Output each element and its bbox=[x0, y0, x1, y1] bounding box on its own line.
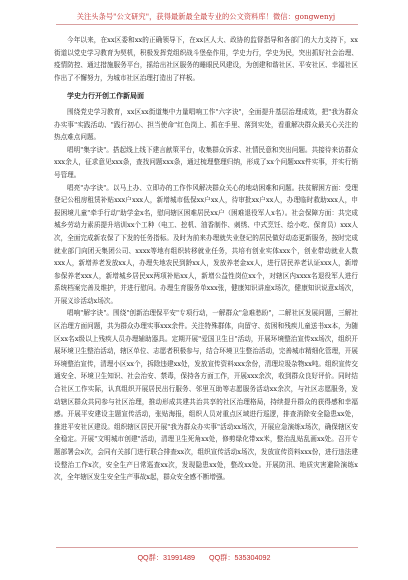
section-heading: 学史力行开创工作新局面 bbox=[67, 91, 144, 101]
footer-divider bbox=[56, 547, 358, 548]
footer-qq-group-1: QQ群：31991489 bbox=[137, 553, 195, 562]
paragraph-solve: 唱响"解字诀"。围绕"创新治理保平安"专项行动，一解群众"急难愁盼"，二解社区发展问题，三解社区治理方面问题，共为群众办理实事xxx余件。关注特殊群体，向留守、贫困和残疾儿童送书xx本，为随区xx名x级以上残疾人员办理辅助器具。定期开展"爱国卫生日"活动，开展环境整治宣传xx场次，组织开展环境卫生整治活动，辖区单位、志愿者积极参与，结合环境卫生整治活动，完善城市精细化管理，开展环境整治宣传，清理小区xx个，拆除违建xx处，发放宣传资料xxx余份，清理垃圾杂物xx吨。组织宣传交通安全、环境卫生知识、社会治安、禁毒，保持各方面工作，开展xxx余次，收到群众良好评价。同时结合社区工作实际，认真组织开展居民出行服务、邻里互助等志愿服务活动xx余次，与社区志愿服务，发动辖区群众共同参与社区治理，推动形成共建共治共享的社区治理格局，持续提升群众的获得感和幸福感。开展平安建设主题宣传活动，张贴海报，组织人员对重点区域进行巡逻，排查消除安全隐患xx处，推进平安社区建设。组织辖区居民开展"我为群众办实事"活动xx场次，开展应急演练x场次，确保辖区安全稳定。开展"文明城市创建"活动，清理卫生死角xx处，修剪绿化带xx米，整治乱贴乱画xx处。召开专题部署会x次，会同有关部门进行联合排查xx次，组织宣传活动x场次，发放宣传资料xxx份，进行违法建设整治工作x次，安全生产日常巡查xx次，发现隐患xx处，整改xx处。开展防汛、地质灾害避险演练x次，全年辖区发生安全生产事故x起，群众安全感不断增强。 bbox=[54, 309, 358, 482]
section-intro-paragraph: 围绕党史学习教育，xx区xx街道集中力量唱响工作"六字诀"，全面提升基层治理成效，把"我为群众办实事"实践活动、"践行初心、担当使命"红色岗上、抓在手里、落到实处，看重解决群众最关心关注的热点难点问题。 bbox=[54, 107, 358, 142]
document-body bbox=[54, 34, 358, 484]
paragraph-handle: 唱亮"办字诀"。以马上办、立即办的工作作风解决群众关心的地动困难和问题。扶贫解困方面：受理登记公租房租赁补贴xxx户xxx人，新增城市低保xx户xx人，待审批xx户xx人，办理临时救助xxx人，申报困境儿童"牵手行动"助学金x名，慰问辖区困难居民xx户（困难退役军人x名）。社会保障方面：共完成城乡劳动力素质提升培训xx个工种（电工、挖机、油香制作、刺绣、中式烹饪、绘小吃、保育员）xxx人次，全面完成新农保了下发的任务指标。及时为前来办理就失业登记的居民做好动态更新服务，按时完成就业部门向团天集团公司、xxxx等地有组织转移就业任务，共培有创业实体xxx个，创业带动就业人数xxx人，新增养老发放xx人，办理失地农民到龄xx人，发放养老金xx人，进行居民养老认证xxx人，新增参保养老xxx人，新增城乡居民xx两项补贴xx人，新增公益性岗位xx个，对辖区内xxxx名退役军人进行系统档案完善及维护，并进行慰问。办理生育服务单xxx张，健康知识讲座x场次，健康知识说意x场次，开展义诊活动x场次。 bbox=[54, 183, 358, 305]
intro-paragraph: 今年以来，在xx区委和xx的正确领导下，在xx区人大、政协的监督指导和各部门的大力支持下，xx街道以党史学习教育为契机，积极发挥党组织战斗堡垒作用，学史力行，学史为民，突出抓好社会治理、疫情防控、通过措施服务平台，摇给出社区服务的睡眼民风建设，为创建和谐社区、平安社区、幸福社区作出了不懈努力，为城市社区治理打造出了样板。 bbox=[54, 36, 358, 82]
header-divider bbox=[56, 24, 358, 25]
paragraph-collect: 唱明"集字诀"。搭起线上线下建言献策平台，收集群众诉求、社情民意和突出问题。共接待来访群众xxx余人，征求意见xxx条，查找问题xxx条，通过梳理整理归纳，形成了xx个问题xxx件实事，并实行销号管理。 bbox=[54, 145, 358, 179]
header-banner: 关注头条号"公文研究"，获得最新最全最专业的公文资料库！微信：gongwenyj bbox=[76, 12, 336, 21]
footer bbox=[0, 553, 408, 563]
footer-qq-group-2: QQ群：535304092 bbox=[209, 553, 271, 562]
